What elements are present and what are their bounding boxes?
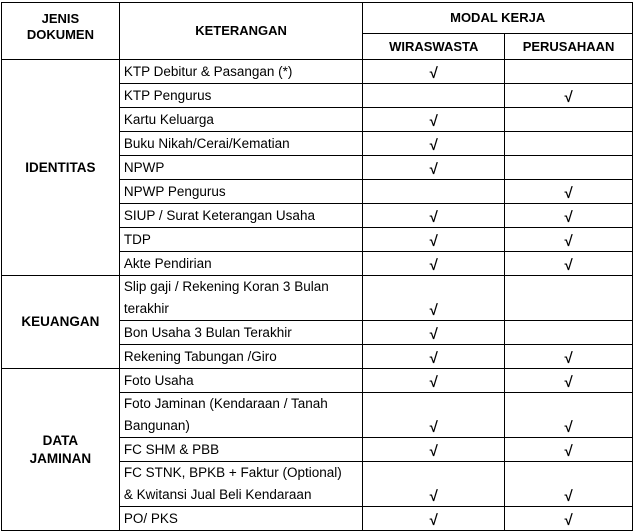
perusahaan-cell <box>505 393 633 438</box>
keterangan-text: & Kwitansi Jual Beli Kendaraan <box>123 487 312 502</box>
perusahaan-cell <box>505 252 633 276</box>
check-mark-icon: √ <box>564 374 573 391</box>
keterangan-text: Bon Usaha 3 Bulan Terakhir <box>123 325 292 340</box>
check-mark-icon: √ <box>564 89 573 106</box>
keterangan-cell <box>119 228 362 252</box>
wiraswasta-cell <box>363 84 505 108</box>
keterangan-text: Bangunan) <box>123 418 190 433</box>
keterangan-text: Kartu Keluarga <box>123 112 214 127</box>
keterangan-cell <box>119 369 362 393</box>
category-label: IDENTITAS <box>25 159 96 175</box>
header-keterangan: KETERANGAN <box>119 3 362 60</box>
table-header <box>2 3 633 60</box>
check-mark-icon: √ <box>429 257 438 274</box>
perusahaan-cell <box>505 276 633 321</box>
perusahaan-cell <box>505 321 633 345</box>
check-mark-icon: √ <box>429 113 438 130</box>
wiraswasta-cell <box>363 60 505 84</box>
wiraswasta-cell <box>363 228 505 252</box>
table-row <box>2 369 633 393</box>
keterangan-cell <box>119 84 362 108</box>
wiraswasta-cell <box>363 393 505 438</box>
header-modal-kerja: MODAL KERJA <box>363 3 633 34</box>
keterangan-cell <box>119 204 362 228</box>
perusahaan-cell <box>505 84 633 108</box>
check-mark-icon: √ <box>429 350 438 367</box>
check-mark-icon: √ <box>564 512 573 529</box>
category-cell <box>2 60 120 276</box>
check-mark-icon: √ <box>429 302 438 319</box>
check-mark-icon: √ <box>564 185 573 202</box>
keterangan-text: Buku Nikah/Cerai/Kematian <box>123 136 290 151</box>
wiraswasta-cell <box>363 252 505 276</box>
perusahaan-cell <box>505 345 633 369</box>
keterangan-text: Foto Jaminan (Kendaraan / Tanah <box>123 396 328 411</box>
wiraswasta-cell <box>363 369 505 393</box>
check-mark-icon: √ <box>429 374 438 391</box>
check-mark-icon: √ <box>429 443 438 460</box>
keterangan-cell <box>119 180 362 204</box>
check-mark-icon: √ <box>429 326 438 343</box>
wiraswasta-cell <box>363 345 505 369</box>
keterangan-text: Rekening Tabungan /Giro <box>123 349 277 364</box>
perusahaan-cell <box>505 438 633 462</box>
wiraswasta-cell <box>363 204 505 228</box>
wiraswasta-cell <box>363 276 505 321</box>
keterangan-cell <box>119 108 362 132</box>
perusahaan-cell <box>505 60 633 84</box>
keterangan-cell <box>119 507 362 531</box>
wiraswasta-cell <box>363 507 505 531</box>
perusahaan-cell <box>505 204 633 228</box>
wiraswasta-cell <box>363 321 505 345</box>
check-mark-icon: √ <box>564 443 573 460</box>
category-cell <box>2 369 120 531</box>
check-mark-icon: √ <box>429 233 438 250</box>
wiraswasta-cell <box>363 132 505 156</box>
table-row <box>2 276 633 321</box>
perusahaan-cell <box>505 108 633 132</box>
keterangan-cell <box>119 393 362 438</box>
category-label: KEUANGAN <box>21 314 100 329</box>
keterangan-cell <box>119 276 362 321</box>
keterangan-text: NPWP Pengurus <box>123 184 226 199</box>
check-mark-icon: √ <box>429 209 438 226</box>
table-body <box>2 60 633 531</box>
check-mark-icon: √ <box>429 137 438 154</box>
keterangan-cell <box>119 462 362 507</box>
category-label: DATA <box>42 432 79 448</box>
check-mark-icon: √ <box>564 257 573 274</box>
keterangan-text: NPWP <box>123 160 165 175</box>
wiraswasta-cell <box>363 108 505 132</box>
check-mark-icon: √ <box>429 161 438 178</box>
keterangan-text: terakhir <box>123 301 169 316</box>
check-mark-icon: √ <box>429 488 438 505</box>
check-mark-icon: √ <box>564 209 573 226</box>
keterangan-cell <box>119 321 362 345</box>
perusahaan-cell <box>505 462 633 507</box>
header-perusahaan: PERUSAHAAN <box>505 34 633 60</box>
keterangan-cell <box>119 438 362 462</box>
category-label: JAMINAN <box>29 450 92 466</box>
perusahaan-cell <box>505 156 633 180</box>
check-mark-icon: √ <box>429 419 438 436</box>
keterangan-cell <box>119 132 362 156</box>
table-row <box>2 60 633 84</box>
check-mark-icon: √ <box>429 65 438 82</box>
perusahaan-cell <box>505 180 633 204</box>
keterangan-text: SIUP / Surat Keterangan Usaha <box>123 208 315 223</box>
check-mark-icon: √ <box>564 350 573 367</box>
check-mark-icon: √ <box>429 512 438 529</box>
perusahaan-cell <box>505 369 633 393</box>
keterangan-text: PO/ PKS <box>123 511 178 526</box>
keterangan-cell <box>119 60 362 84</box>
perusahaan-cell <box>505 507 633 531</box>
keterangan-cell <box>119 156 362 180</box>
category-cell <box>2 276 120 369</box>
wiraswasta-cell <box>363 180 505 204</box>
keterangan-cell <box>119 252 362 276</box>
perusahaan-cell <box>505 132 633 156</box>
keterangan-text: TDP <box>123 232 151 247</box>
header-jenis-line2: DOKUMEN <box>26 27 94 42</box>
perusahaan-cell <box>505 228 633 252</box>
check-mark-icon: √ <box>564 419 573 436</box>
wiraswasta-cell <box>363 438 505 462</box>
keterangan-text: Foto Usaha <box>123 373 194 388</box>
keterangan-cell <box>119 345 362 369</box>
wiraswasta-cell <box>363 462 505 507</box>
keterangan-text: Slip gaji / Rekening Koran 3 Bulan <box>123 279 329 294</box>
keterangan-text: FC SHM & PBB <box>123 442 220 457</box>
document-requirements-table <box>1 2 633 531</box>
keterangan-text: FC STNK, BPKB + Faktur (Optional) <box>123 465 342 480</box>
keterangan-text: KTP Pengurus <box>123 88 212 103</box>
header-jenis-line1: JENIS <box>41 11 80 26</box>
wiraswasta-cell <box>363 156 505 180</box>
check-mark-icon: √ <box>564 233 573 250</box>
keterangan-text: Akte Pendirian <box>123 256 212 271</box>
header-wiraswasta: WIRASWASTA <box>363 34 505 60</box>
keterangan-text: KTP Debitur & Pasangan (*) <box>123 64 293 79</box>
header-jenis-dokumen <box>2 3 120 60</box>
check-mark-icon: √ <box>564 488 573 505</box>
